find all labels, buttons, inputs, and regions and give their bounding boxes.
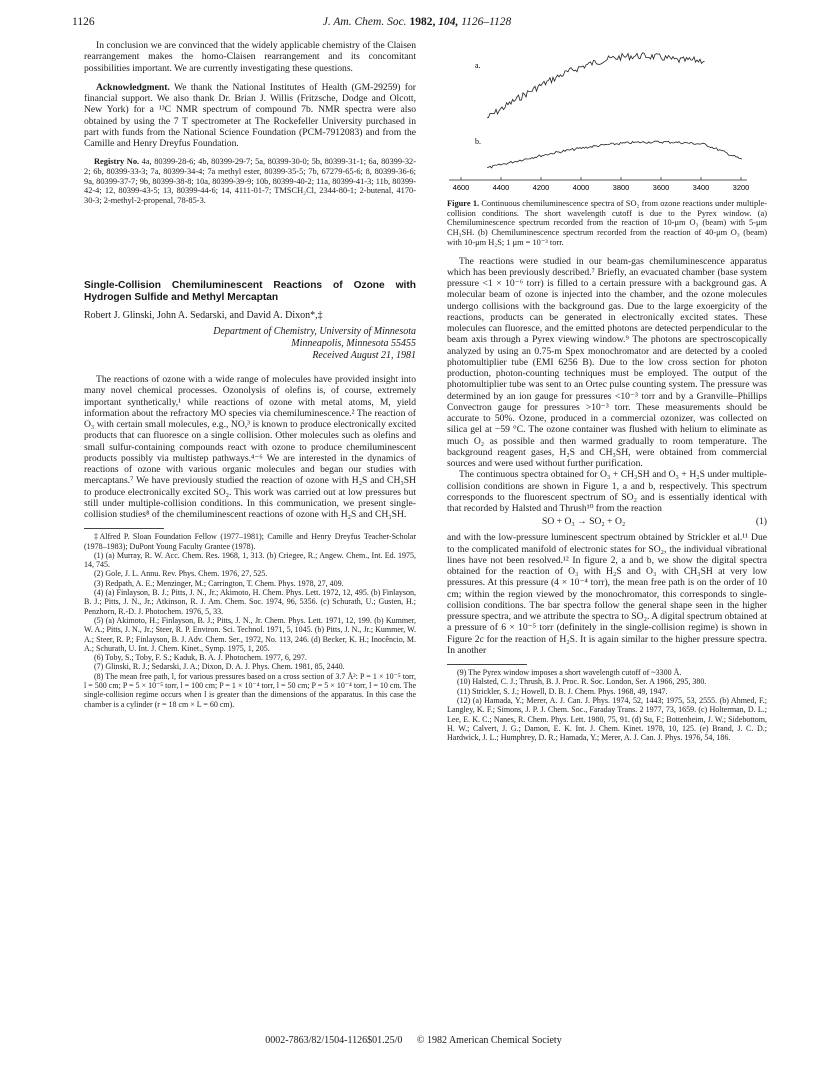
- x-tick-label: 3600: [652, 183, 670, 192]
- footnote-rule-right: [447, 664, 527, 665]
- x-axis-ticks: [453, 177, 750, 192]
- results-paragraph: The continuous spectra obtained for O₃ + CH₃SH and O₃ + H₂S under multiple-collision conditions are shown in Figure 1, a and b, respectively. This spectrum corresponds to the fluorescent spectrum of SO₂ and is essentially identical with that recorded by Halsted and Thrush¹⁰ from the reaction: [447, 469, 767, 515]
- equation-1: [447, 516, 767, 530]
- x-tick-label: 3400: [692, 183, 710, 192]
- footnote: (7) Glinski, R. J.; Sedarski, J. A.; Dixon, D. A. J. Phys. Chem. 1981, 85, 2440.: [94, 662, 345, 672]
- footnote: (10) Halsted, C. J.; Thrush, B. J. Proc. R. Soc. London, Ser. A 1966, 295, 380.: [457, 677, 707, 687]
- footnote: (11) Strickler, S. J.; Howell, D. B. J. Chem. Phys. 1968, 49, 1947.: [457, 686, 668, 696]
- intro-paragraph: The reactions of ozone with a wide range of molecules have provided insight into many novel chemical processes. Ozonolysis of olefins is, of course, extremely important synthetically,¹ while reactions of ozone with metal atoms, M, yield information about the refractory MO species via chemiluminescence.² The reaction of O₃ with certain small molecules, e.g., NO,³ is known to produce electronically excited products that can fluoresce on a single collision. Other molecules such as olefins and small sulfur-containing compounds react with ozone to produce chemiluminescent products possibly via multistep pathways.⁴⁻⁶ We are interested in the dynamics of reactions of ozone with various organic molecules and began our studies with mercaptans.⁷ We have previously studied the reaction of ozone with H₂S and CH₃SH to produce electronically excited SO₂. This work was carried out at low pressures but still under multiple-collision conditions. In this communication, we present single-collision studies⁸ of the chemiluminescent reactions of ozone with H₂S and CH₃SH.: [84, 374, 416, 521]
- left-column: [84, 40, 416, 709]
- footnote: (6) Toby, S.; Toby, F. S.; Kaduk, B. A. J. Photochem. 1977, 6, 297.: [94, 653, 307, 663]
- page-footer: [0, 1035, 827, 1046]
- methods-paragraph: The reactions were studied in our beam-gas chemiluminescence apparatus which has been previously described.⁷ Briefly, an evacuated chamber (base system pressure <1 × 10⁻⁶ torr) is filled to a certain pressure with a background gas. A molecular beam of ozone is injected into the chamber, and the ozone molecules undergo collisions with the background gas. Due to the large exoergicity of the reactions, products can be generated in electronically excited states. These molecules can fluoresce, and the emitted photons are detected perpendicular to the beam axis through a Pyrex viewing window.⁹ The photons are spectroscopically analyzed by using an 0.75-m Spex monochromator and are detected by a cooled photomultiplier tube (EMI 6256 B). Due to the low cross section for photon production, photon-counting techniques must be employed. The output of the photomultiplier tube was sent to an Ortec pulse counting system. The pressure was determined by an ion gauge for pressures <10⁻³ torr and by a Granville–Phillips Convectron gauge for pressures >10⁻³ torr. These measurements should be accurate to 50%. Ozone, produced in a commercial ozonizer, was collected on silica gel at −59 °C. The ozone container was flushed with helium to eliminate as much O₂ as possible and then warmed gradually to room temperature. The background reagent gases, H₂S and CH₃SH, were obtained from commercial sources and were used without further purification.: [447, 255, 767, 470]
- x-tick-label: 3800: [612, 183, 630, 192]
- discussion-paragraph: and with the low-pressure luminescent spectrum obtained by Strickler et al.¹¹ Due to the complicated manifold of electronic states for SO₂, the individual vibrational lines have not been resolved.¹² In figure 2, a and b, we show the digital spectra obtained for the reaction of O₃ with H₂S and O₃ with CH₃SH at very low pressures. At this pressure (4 × 10⁻⁴ torr), the mean free path is on the order of 10 cm; within the region viewed by the monochromator, this corresponds to single-collision conditions. The bar spectra follow the general shape seen in the higher pressure spectra, and we attribute the spectra to SO₂. A digital spectrum obtained at a pressure of 6 × 10⁻⁵ torr (definitely in the single-collision regime) is shown in Figure 2c for the reaction of H₂S. It is again similar to the higher pressure spectra. In another: [447, 532, 767, 656]
- registry-label: Registry No.: [94, 157, 140, 167]
- figure-caption-text: Continuous chemiluminescence spectra of SO₂ from ozone reactions under multiple-collision conditions. The short wavelength cutoff is due to the Pyrex window. (a) Chemiluminescence spectrum recorded from the reaction of 10-μm O₃ (beam) with 5-μm CH₃SH. (b) Chemiluminescence spectrum recorded from the reaction of 40-μm O₃ (beam) with 10-μm H₂S; 1 μm = 10⁻³ torr.: [447, 199, 767, 247]
- acknowledgment-label: Acknowledgment.: [96, 81, 170, 93]
- journal-pages: 1126–1128: [461, 16, 512, 28]
- figure-1: [447, 40, 767, 195]
- footnote: (8) The mean free path, l, for various pressures based on a cross section of 3.7 Å²: P = 1 × 10⁻⁵ torr, l = 500 cm; P = 5 × 10⁻⁵ torr, l = 100 cm; P = 1 × 10⁻⁴ torr, l = 50 cm; P = 5 × 10⁻⁴ torr, l = 10 cm. The single-collision regime occurs when l is greater than the dimensions of the apparatus. In this case the chamber is a cylinder (r = 18 cm × L = 60 cm).: [84, 671, 416, 709]
- received-date: Received August 21, 1981: [312, 350, 416, 362]
- journal-name: J. Am. Chem. Soc.: [322, 16, 407, 28]
- journal-year: 1982,: [409, 16, 436, 28]
- equation-number: (1): [755, 516, 767, 528]
- trace-a: [487, 53, 705, 118]
- trace-b-label: b.: [475, 137, 481, 146]
- article-authors: Robert J. Glinski, John A. Sedarski, and David A. Dixon*,‡: [84, 309, 323, 321]
- journal-citation: [72, 16, 762, 28]
- footnote: (12) (a) Hamada, Y.; Merer, A. J. Can. J. Phys. 1974, 52, 1443; 1975, 53, 2555. (b) Ahmed, F.; Langley, K. F.; Simons, J. P. J. Chem. Soc., Faraday Trans. 2 1977, 73, 1659. (c) Holterman, D. L.; Lee, E. K. C.; Nanes, R. Chem. Phys. Lett. 1980, 75, 91. (d) Su, F.; Bottenheim, J. W.; Sidebottom, H. W.; Calvert, J. G.; Damon, E. K. Int. J. Chem. Kinet. 1978, 10, 125. (e) Brand, J. C. D.; Hardwick, J. L.; Humphrey, D. R.; Hamada, Y.; Merer, A. J. Can. J. Phys. 1976, 54, 186.: [447, 695, 767, 743]
- registry-numbers: [84, 157, 416, 206]
- conclusion-paragraph: In conclusion we are convinced that the widely applicable chemistry of the Claisen rearrangement makes the homo-Claisen rearrangement and its concomitant possibilities important. We are currently investigating these questions.: [84, 40, 416, 74]
- footnote: (1) (a) Murray, R. W. Acc. Chem. Res. 1968, 1, 313. (b) Criegee, R.; Angew. Chem., Int. Ed. 1975, 14, 745.: [84, 550, 416, 570]
- figure-caption-label: Figure 1.: [447, 199, 480, 208]
- x-tick-label: 3200: [732, 183, 750, 192]
- footnote: (3) Redpath, A. E.; Menzinger, M.; Carrington, T. Chem. Phys. 1978, 27, 409.: [94, 578, 344, 588]
- footer-code: 0002-7863/82/1504-1126$01.25/0: [265, 1035, 403, 1046]
- trace-b: [487, 141, 742, 168]
- equation-text: SO + O₃ → SO₂ + O₂: [542, 516, 626, 528]
- figure-caption: [447, 199, 767, 248]
- page-header: [72, 16, 762, 32]
- acknowledgment-text: We thank the National Institutes of Health (GM-29259) for financial support. We also thank Dr. Brian J. Willis (Fritzsche, Dodge and Olcott, New York) for a ¹³C NMR spectrum of compound 7b. NMR spectra were also obtained by using the 7 T spectrometer at The Rockefeller University purchased in part with funds from the National Science Foundation (PCM-7912083) and from the Camille and Henry Dreyfus Foundation.: [84, 81, 416, 149]
- footnote-rule: [84, 528, 164, 529]
- footnote: (5) (a) Akimoto, H.; Finlayson, B. J.; Pitts, J. N., Jr. Chem. Phys. Lett. 1971, 12, 199. (b) Kummer, W. A.; Pitts, J. N., Jr.; Steer, R. P. Environ. Sci. Technol. 1971, 5, 1045. (b) Pitts, J. N., Jr.; Kummer, W. A.; Steer, R. P.; Finlayson, B. J. Adv. Chem. Ser., 1972, No. 113, 246. (d) Becker, K. H.; Inocêncio, M. A.; Schurath, U. Int. J. Chem. Kinet., Symp. 1975, 1, 205.: [84, 615, 416, 653]
- x-tick-label: 4200: [532, 183, 550, 192]
- right-column: [447, 40, 767, 742]
- footnote: ‡Alfred P. Sloan Foundation Fellow (1977–1981); Camille and Henry Dreyfus Teacher-Scholar (1978–1983); DuPont Young Faculty Grantee (1978).: [84, 532, 416, 551]
- right-footnotes: [447, 668, 767, 742]
- x-tick-label: 4600: [452, 183, 470, 192]
- registry-text: 4a, 80399-28-6; 4b, 80399-29-7; 5a, 80399-30-0; 5b, 80399-31-1; 6a, 80399-32-2; 6b, 80399-33-3; 7a, 80399-34-4; 7a methyl ester, 80399-35-5; 7b, 67279-65-6; 8, 80399-36-6; 9a, 80399-37-7; 9b, 80399-38-8; 10a, 80399-39-9; 10b, 80399-40-2; 11a, 80399-41-3; 11b, 80399-42-4; 12, 80399-43-5; 13, 80399-44-6; 14, 4111-01-7; TMSCH₂Cl, 2344-80-1; 2-butenal, 4170-30-3; 2-methyl-2-propenal, 78-85-3.: [84, 157, 416, 206]
- footer-copyright: © 1982 American Chemical Society: [416, 1035, 562, 1046]
- x-tick-label: 4400: [492, 183, 510, 192]
- article-title: Single-Collision Chemiluminescent Reactions of Ozone with Hydrogen Sulfide and Methyl Mercaptan: [84, 279, 416, 303]
- page-number: 1126: [72, 16, 95, 28]
- acknowledgment: [84, 82, 416, 150]
- trace-a-label: a.: [475, 61, 481, 70]
- footnote: (9) The Pyrex window imposes a short wavelength cutoff of ~3300 Å.: [457, 668, 682, 678]
- affiliation-city: Minneapolis, Minnesota 55455: [291, 338, 416, 350]
- x-tick-label: 4000: [572, 183, 590, 192]
- left-footnotes: [84, 532, 416, 709]
- footnote: (2) Gole, J. L. Annu. Rev. Phys. Chem. 1976, 27, 525.: [94, 569, 268, 579]
- journal-volume: 104,: [438, 16, 459, 28]
- affiliation-department: Department of Chemistry, University of Minnesota: [213, 326, 416, 338]
- figure-1-spectra: [447, 40, 767, 195]
- footnote: (4) (a) Finlayson, B. J.; Pitts, J. N., Jr.; Akimoto, H. Chem. Phys. Lett. 1972, 12, 495. (b) Finlayson, B. J.; Pitts, J. N., Jr.; Atkinson, R. J. Am. Chem. Soc. 1974, 96, 5356. (c) Schurath, U.; Gusten, H.; Penzhorn, R.-D. J. Photochem. 1976, 5, 33.: [84, 588, 416, 616]
